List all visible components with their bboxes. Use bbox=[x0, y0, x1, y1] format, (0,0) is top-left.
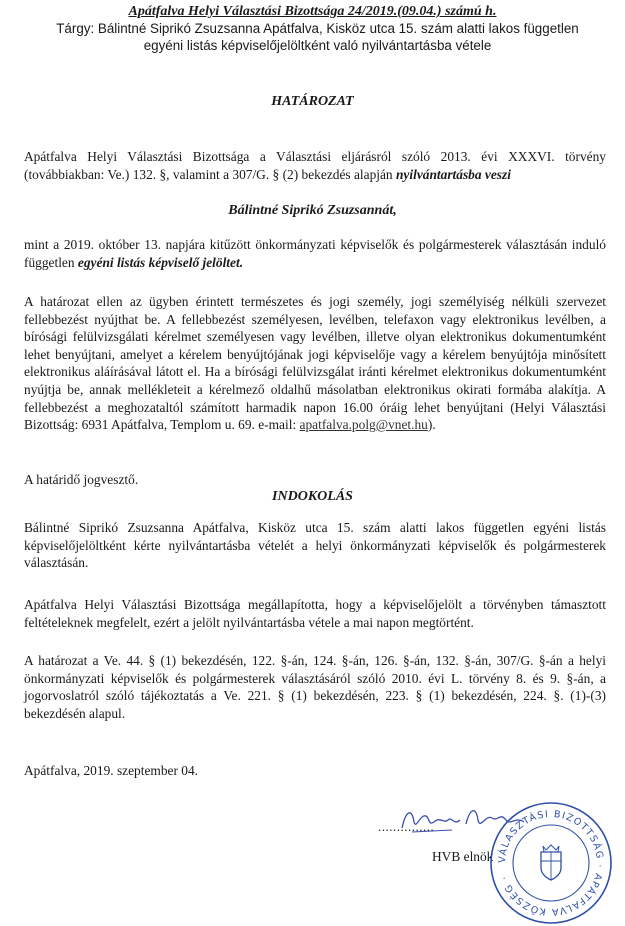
reasoning-heading: INDOKOLÁS bbox=[272, 489, 353, 504]
decision-paragraph-2-text: mint a 2019. október 13. napjára kitűzött önkormányzati képviselők és polgármesterek választásán induló független bbox=[24, 237, 606, 270]
email-link[interactable]: apatfalva.polg@vnet.hu bbox=[299, 417, 428, 433]
stamp-text: VÁLASZTÁSI BIZOTTSÁG · APÁTFALVA KÖZSÉG · bbox=[496, 808, 606, 918]
signatory-role: HVB elnök bbox=[432, 849, 494, 864]
subject-line-2: egyéni listás képviselőjelöltként való nyilvántartásba vétele bbox=[143, 38, 492, 53]
official-stamp bbox=[488, 800, 614, 926]
reasoning-paragraph-3: A határozat a Ve. 44. § (1) bekezdésén, 122. §-án, 124. §-án, 126. §-án, 132. §-án, 307/G. §-án a helyi önkormányzati képviselők és polgármesterek választásáról szóló 2010. évi L. törvény 8. és 9. §-án, a jogorvoslatról szóló tájékoztatás a Ve. 221. § (1) bekezdésén, 223. § (1) bekezdésén, 224. §. (1)-(3) bekezdésén alapul. bbox=[24, 653, 606, 721]
decision-paragraph-1 bbox=[24, 148, 606, 183]
signature-line: ............... bbox=[378, 819, 435, 834]
deadline-note: A határidő jogvesztő. bbox=[24, 472, 139, 487]
candidate-name: Bálintné Siprikó Zsuzsannát, bbox=[228, 203, 397, 218]
subject-line-1: Tárgy: Bálintné Siprikó Zsuzsanna Apátfalva, Kisköz utca 15. szám alatti lakos független bbox=[56, 21, 579, 36]
reasoning-paragraph-2: Apátfalva Helyi Választási Bizottsága megállapította, hogy a képviselőjelölt a törvényben támasztott feltételeknek megfelelt, ezért a jelölt nyilvántartásba vétele a mai napon megtörtént. bbox=[24, 597, 606, 630]
coat-of-arms-icon bbox=[541, 845, 561, 880]
appeal-paragraph bbox=[24, 293, 606, 434]
document-number: Apátfalva Helyi Választási Bizottsága 24/2019.(09.04.) számú h. bbox=[128, 4, 497, 19]
appeal-paragraph-end: ). bbox=[427, 417, 436, 433]
place-date: Apátfalva, 2019. szeptember 04. bbox=[24, 763, 199, 778]
appeal-paragraph-text: A határozat ellen az ügyben érintett természetes és jogi személy, jogi személyiség nélküli szervezet fellebbezést nyújthat be. A fellebbezést személyesen, levélben, telefaxon vagy elektronikus levélben, a bírósági felülvizsgálati kérelmet személyesen vagy levélben, illetve olyan elektronikus dokumentumként lehet benyújtani, amelyet a kérelem benyújtójának jogi képviselője vagy a kérelem benyújtója minősített elektronikus aláírásával látott el. Ha a bírósági felülvizsgálat iránti kérelmet elektronikus dokumentumként nyújtja be, annak mellékleteit a kérelmező oldalhű másolatban elektronikus okirati formába alakítja. A fellebbezést a meghozataltól számított harmadik napon 16.00 óráig lehet benyújtani (Helyi Választási Bizottság: 6931 Apátfalva, Templom u. 69. e-mail: bbox=[24, 294, 606, 433]
subject-block bbox=[30, 20, 605, 54]
reasoning-paragraph-1: Bálintné Siprikó Zsuzsanna Apátfalva, Kisköz utca 15. szám alatti lakos független egyéni listás képviselőjelöltként kérte nyilvántartásba vételét a helyi önkormányzati képviselők és polgármesterek választásán. bbox=[24, 520, 606, 571]
decision-heading: HATÁROZAT bbox=[271, 94, 354, 109]
candidate-type: egyéni listás képviselő jelöltet. bbox=[77, 254, 244, 270]
decision-verb: nyilvántartásba veszi bbox=[395, 166, 511, 182]
decision-paragraph-1-text: Apátfalva Helyi Választási Bizottsága a Választási eljárásról szóló 2013. évi XXXVI. törvény (továbbiakban: Ve.) 132. §, valamint a 307/G. § (2) bekezdés alapján bbox=[24, 149, 606, 182]
decision-paragraph-2 bbox=[24, 236, 606, 271]
